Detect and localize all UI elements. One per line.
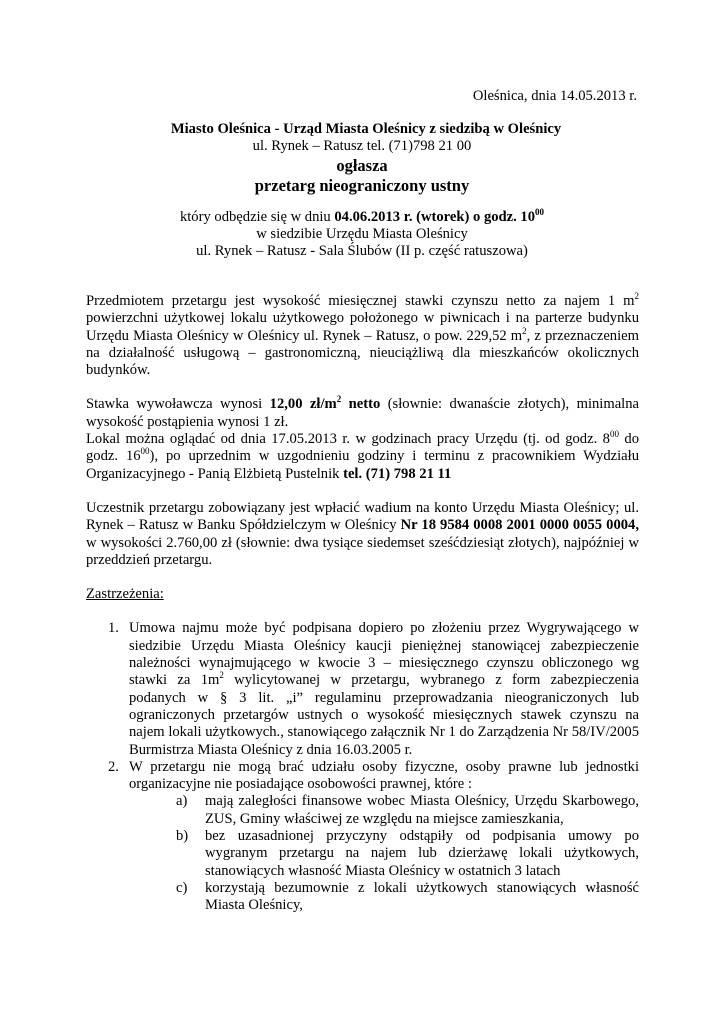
tender-title: przetarg nieograniczony ustny: [254, 175, 470, 195]
list-item: 2. W przetargu nie mogą brać udziału osoby fizyczne, osoby prawne lub jednostki organizacyjne nie posiadające osobowości prawnej, które : a) mają zaległości finansowe wobec Miasta Oleśnicy, Urzędu Skarbowego, ZUS, Gminy właściwej ze względu na miejsce zamieszkania, b) bez uzasadnionej przyczyny odstąpiły od podpisania umowy po wygranym przetargu na najem lub dzierżawę lokali użytkowych, stanowiących własność Miasta Oleśnicy w ostatnich 3 latach c) korzystają bezumownie z lokali użytkowych stanowiących własność Miasta Oleśnicy,: [86, 759, 639, 915]
issuer-line: Miasto Oleśnica - Urząd Miasta Oleśnicy z siedzibą w Oleśnicy: [170, 121, 562, 137]
announces-line: ogłasza: [336, 155, 388, 175]
announcement-body: [86, 293, 639, 915]
tender-date-line: który odbędzie się w dniu 04.06.2013 r. (wtorek) o godz. $10^{00}$: [179, 206, 545, 225]
exclusions-list: [129, 793, 639, 914]
tender-room-line: ul. Rynek – Ratusz - Sala Ślubów (II p. część ratuszowa): [196, 243, 528, 260]
sub-list-item: a) mają zaległości finansowe wobec Miasta Oleśnicy, Urzędu Skarbowego, ZUS, Gminy właściwej ze względu na miejsce zamieszkania,: [176, 793, 639, 827]
subject-paragraph: Przedmiotem przetargu jest wysokość miesięcznej stawki czynszu netto za najem 1 $m^2$ powierzchni użytkowej lokalu użytkowego położonego w piwnicach i na parterze budynku Urzędu Miasta Oleśnicy w Oleśnicy ul. Rynek – Ratusz, o pow. 229,52 $m^2$, z przeznaczeniem na działalność usługową – gastronomiczną, nieuciążliwą dla mieszkańców okolicznych budynków.: [86, 291, 639, 379]
announcement-header: [0, 121, 724, 260]
reservations-heading: Zastrzeżenia:: [86, 586, 164, 603]
reservations-list: [86, 620, 639, 914]
deposit-paragraph: Uczestnik przetargu zobowiązany jest wpłacić wadium na konto Urzędu Miasta Oleśnicy; ul. Rynek – Ratusz w Banku Spółdzielczym w Oleśnicy Nr 18 9584 0008 2001 0000 0055 0004, w wysokości 2.760,00 zł (słownie: dwa tysiące siedemset sześćdziesiąt złotych), najpóźniej w przeddzień przetargu.: [86, 499, 639, 568]
date-line: Oleśnica, dnia 14.05.2013 r.: [472, 88, 637, 104]
starting-rate-paragraph: Stawka wywoławcza wynosi 12,00 $zł/m^2$ netto (słownie: dwanaście złotych), minimalna wysokość postąpienia wynosi 1 zł.: [86, 394, 640, 430]
list-item: 1. Umowa najmu może być podpisana dopiero po złożeniu przez Wygrywającego w siedzibie Urzędu Miasta Oleśnicy kaucji pieniężnej stanowiącej zabezpieczenie należności wynajmującego w kwocie 3 – miesięcznego czynszu obliczonego wg stawki za $1m^2$ wylicytowanej w przetargu, wybranego z form zabezpieczenia podanych w § 3 lit. „i” regulaminu przeprowadzania nieograniczonych lub ograniczonych przetargów ustnych o wysokość miesięcznych stawek czynszu na najem lokali użytkowych., stanowiącego załącznik Nr 1 do Zarządzenia Nr 58/IV/2005 Burmistrza Miasta Oleśnicy z dnia 16.03.2005 r.: [108, 620, 639, 758]
sub-list-item: c) korzystają bezumownie z lokali użytkowych stanowiących własność Miasta Oleśnicy,: [176, 879, 639, 914]
viewing-paragraph: Lokal można oglądać od dnia 17.05.2013 r. w godzinach pracy Urzędu (tj. od godz. $8^{00}$ do godz. $16^{00}$), po uprzednim w uzgodnieniu godziny i terminu z pracownikiem Wydziału Organizacyjnego - Panią Elżbietą Pustelnik tel. (71) 798 21 11: [86, 429, 640, 482]
address-line: ul. Rynek – Ratusz tel. (71)798 21 00: [252, 138, 472, 155]
tender-place-line: w siedzibie Urzędu Miasta Oleśnicy: [256, 225, 468, 242]
sub-list-item: b) bez uzasadnionej przyczyny odstąpiły od podpisania umowy po wygranym przetargu na najem lub dzierżawę lokali użytkowych, stanowiących własność Miasta Oleśnicy w ostatnich 3 latach: [176, 828, 639, 879]
